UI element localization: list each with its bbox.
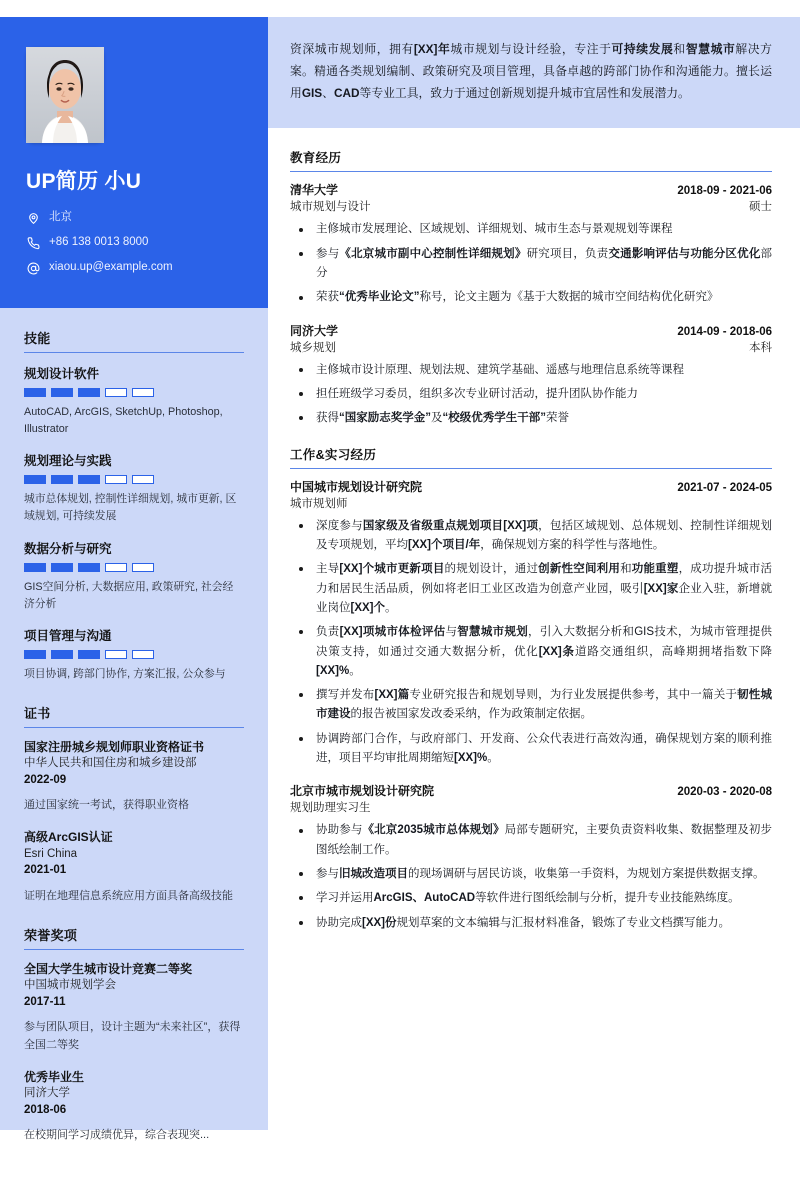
resume-sheet [0,17,800,1142]
certificate-date: 2022-09 [24,774,67,786]
education-date: 2014-09 - 2018-06 [677,325,772,338]
skill-description: 项目协调, 跨部门协作, 方案汇报, 公众参与 [24,668,226,681]
awards-section-title: 荣誉奖项 [24,925,244,950]
education-bullet: 获得“国家励志奖学金”及“校级优秀学生干部”荣誉 [290,409,772,428]
skill-level-segment [105,563,127,572]
experience-bullet: 深度参与国家级及省级重点规划项目[XX]项，包括区域规划、总体规划、控制性详细规划及专项规划，平均[XX]个项目/年，确保规划方案的科学性与落地性。 [290,517,772,556]
award-issuer: 同济大学 [24,1087,70,1100]
education-major: 城乡规划 [290,341,336,354]
experience-bullet: 撰写并发布[XX]篇专业研究报告和规划导则，为行业发展提供参考，其中一篇关于韧性城市建设的报告被国家发改委采纳，作为政策制定依据。 [290,686,772,725]
award-description: 参与团队项目，设计主题为“未来社区”，获得全国二等奖 [24,1020,241,1051]
sidebar-body [0,308,268,1180]
experience-bullets [290,821,772,933]
skill-level-bar [24,475,244,484]
education-bullets [290,220,772,307]
education-entry-header [290,322,772,339]
certificate-date: 2021-01 [24,864,67,877]
skill-level-segment [24,563,46,572]
experience-bullet: 参与旧城改造项目的现场调研与居民访谈，收集第一手资料，为规划方案提供数据支撑。 [290,865,772,884]
skill-level-segment [78,475,100,484]
certificate-title: 国家注册城乡规划师职业资格证书 [24,740,205,755]
experience-list [290,478,772,933]
skills-section [24,328,244,683]
awards-list [24,961,244,1145]
experience-bullet: 主导[XX]个城市更新项目的规划设计，通过创新性空间利用和功能重塑，成功提升城市活力和居民生活品质，例如将老旧工业区改造为创意产业园，吸引[XX]家企业入驻，新增就业岗位[XX]个。 [290,560,772,618]
certificate-description: 证明在地理信息系统应用方面具备高级技能 [24,889,233,902]
skill-level-segment [105,388,127,397]
education-major: 城市规划与设计 [290,201,371,214]
experience-entry-subheader [290,495,772,511]
skill-level-segment [105,475,127,484]
award-item [24,1069,244,1144]
skill-level-bar [24,563,244,572]
skill-level-bar [24,388,244,397]
experience-bullet: 负责[XX]项城市体检评估与智慧城市规划，引入大数据分析和GIS技术，为城市管理提供决策支持，如通过交通大数据分析，优化[XX]条道路交通组织，高峰期拥堵指数下降[XX]%。 [290,623,772,681]
awards-section [24,925,244,1145]
skill-name: 规划设计软件 [24,367,100,381]
certificates-section-title: 证书 [24,703,244,728]
skill-level-bar [24,650,244,659]
skill-level-segment [51,650,73,659]
education-entry [290,181,772,307]
award-title: 全国大学生城市设计竞赛二等奖 [24,961,193,976]
experience-entry-subheader [290,799,772,815]
experience-date: 2021-07 - 2024-05 [677,481,772,494]
certificate-item [24,739,244,814]
skill-description: 城市总体规划, 控制性详细规划, 城市更新, 区域规划, 可持续发展 [24,493,237,523]
skill-description: AutoCAD, ArcGIS, SketchUp, Photoshop, Illustrator [24,406,223,435]
contact-location [26,211,242,225]
sidebar [0,17,268,1142]
certificate-item [24,829,244,904]
sidebar-header [0,17,268,308]
experience-role: 城市规划师 [290,497,348,510]
contact-phone-value: +86 138 0013 8000 [49,236,149,249]
summary-text: 资深城市规划师，拥有[XX]年城市规划与设计经验，专注于可持续发展和智慧城市解决方案。精通各类规划编制、政策研究及项目管理，具备卓越的跨部门协作和沟通能力。擅长运用GIS、CAD等专业工具，致力于通过创新规划提升城市宜居性和发展潜力。 [290,42,772,100]
certificate-issuer: 中华人民共和国住房和城乡建设部 [24,757,197,770]
page-title: UP简历 小U [26,170,142,193]
experience-bullet: 学习并运用ArcGIS、AutoCAD等软件进行图纸绘制与分析，提升专业技能熟练度。 [290,889,772,908]
skill-level-segment [132,563,154,572]
education-entry [290,322,772,429]
experience-role: 规划助理实习生 [290,802,371,815]
skill-level-segment [78,388,100,397]
experience-entry [290,782,772,933]
experience-company: 北京市城市规划设计研究院 [290,784,435,799]
contact-location-value: 北京 [49,211,72,224]
skill-level-segment [24,650,46,659]
award-date: 2017-11 [24,995,66,1008]
education-section-title: 教育经历 [290,148,772,172]
certificate-issuer: Esri China [24,847,78,860]
contact-email-value: xiaou.up@example.com [49,261,173,274]
skill-item [24,451,244,524]
experience-section [290,445,772,933]
experience-entry-header [290,478,772,495]
education-entry-header [290,181,772,198]
education-entry-subheader [290,198,772,214]
education-degree: 硕士 [749,201,772,214]
at-sign-icon [26,261,40,275]
certificate-title: 高级ArcGIS认证 [24,830,113,845]
education-bullet: 参与《北京城市副中心控制性详细规划》研究项目，负责交通影响评估与功能分区优化部分 [290,245,772,284]
main-body [268,128,800,933]
education-bullet: 主修城市发展理论、区域规划、详细规划、城市生态与景观规划等课程 [290,220,772,239]
skills-section-title: 技能 [24,328,244,353]
award-title: 优秀毕业生 [24,1070,85,1085]
skill-description: GIS空间分析, 大数据应用, 政策研究, 社会经济分析 [24,580,234,610]
skill-name: 数据分析与研究 [24,541,112,556]
skill-item [24,364,244,437]
experience-entry-header [290,782,772,799]
summary-section [268,17,800,128]
education-bullet: 主修城市设计原理、规划法规、建筑学基础、遥感与地理信息系统等课程 [290,361,772,380]
skill-level-segment [132,388,154,397]
contact-phone [26,236,242,250]
certificate-description: 通过国家统一考试，获得职业资格 [24,799,189,812]
skill-item [24,539,244,612]
education-bullet: 担任班级学习委员，组织多次专业研讨活动，提升团队协作能力 [290,385,772,404]
skill-name: 项目管理与沟通 [24,629,112,644]
experience-date: 2020-03 - 2020-08 [677,786,772,799]
certificates-list [24,739,244,905]
skill-level-segment [132,650,154,659]
skill-level-segment [78,650,100,659]
education-school: 清华大学 [290,183,339,198]
education-entry-subheader [290,339,772,355]
experience-bullet: 协助完成[XX]份规划草案的文本编辑与汇报材料准备，锻炼了专业文档撰写能力。 [290,914,772,933]
skill-level-segment [24,388,46,397]
experience-entry [290,478,772,769]
experience-company: 中国城市规划设计研究院 [290,479,423,494]
award-description: 在校期间学习成绩优异，综合表现突... [24,1129,210,1142]
skill-level-segment [78,563,100,572]
skill-level-segment [24,475,46,484]
award-item [24,961,244,1054]
certificates-section [24,703,244,905]
contact-email [26,261,242,275]
experience-bullets [290,517,772,769]
skill-level-segment [51,388,73,397]
education-list [290,181,772,428]
location-pin-icon [26,211,40,225]
phone-icon [26,236,40,250]
award-date: 2018-06 [24,1103,67,1116]
experience-section-title: 工作&实习经历 [290,445,772,469]
main-column [268,17,800,1130]
skill-level-segment [51,475,73,484]
skill-level-segment [51,563,73,572]
education-school: 同济大学 [290,323,339,338]
education-bullets [290,361,772,429]
skill-level-segment [132,475,154,484]
education-degree: 本科 [749,341,772,354]
experience-bullet: 协调跨部门合作，与政府部门、开发商、公众代表进行高效沟通，确保规划方案的顺利推进，项目平均审批周期缩短[XX]%。 [290,730,772,769]
skills-list [24,364,244,683]
skill-level-segment [105,650,127,659]
award-issuer: 中国城市规划学会 [24,978,116,991]
education-bullet: 荣获“优秀毕业论文”称号，论文主题为《基于大数据的城市空间结构优化研究》 [290,288,772,307]
education-section [290,148,772,428]
skill-name: 规划理论与实践 [24,454,112,469]
education-date: 2018-09 - 2021-06 [677,185,772,198]
experience-bullet: 协助参与《北京2035城市总体规划》局部专题研究，主要负责资料收集、数据整理及初步图纸绘制工作。 [290,821,772,860]
skill-item [24,626,244,683]
avatar [26,47,104,143]
